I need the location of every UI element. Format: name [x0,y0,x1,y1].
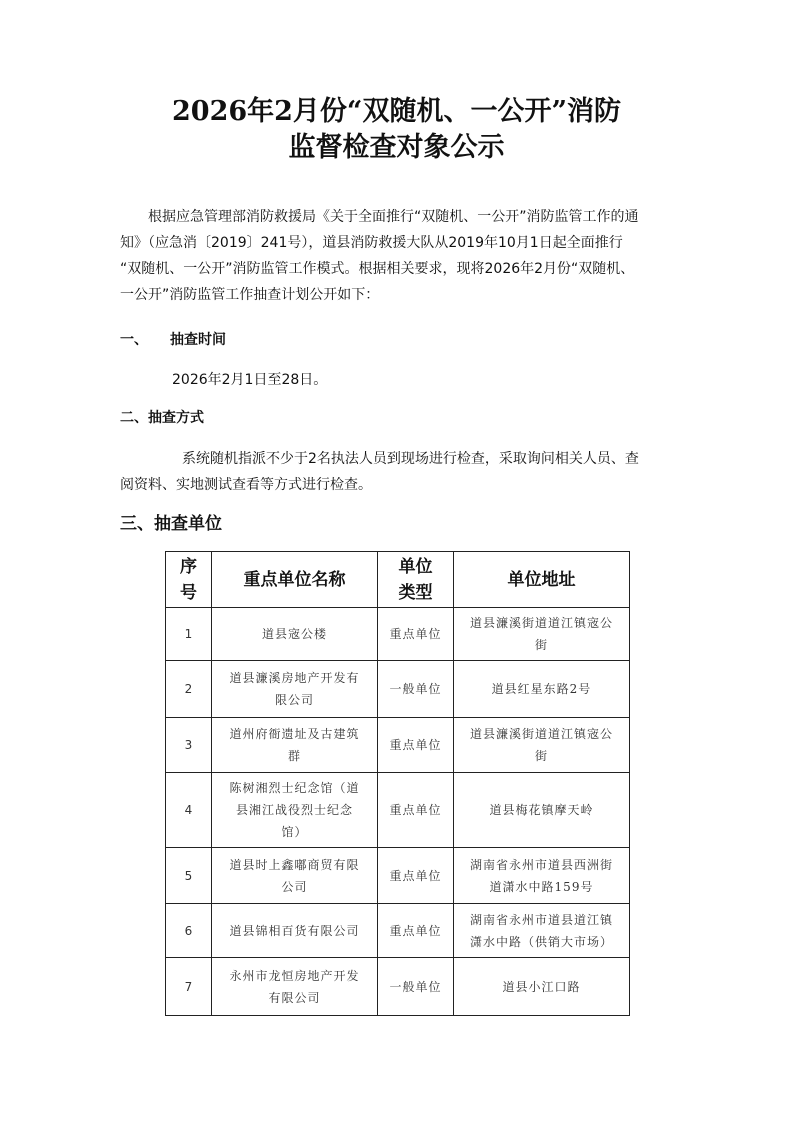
cell-unit-address-line: 街 [534,749,548,763]
cell-unit-address-line: 潇水中路（供销大市场） [469,934,613,949]
inspection-units-table [165,551,630,1016]
cell-serial-no [166,718,212,773]
cell-unit-type-line: 重点单位 [389,923,442,938]
intro-line: 一公开”消防监管工作抽查计划公开如下： [120,287,380,303]
page-title-line2: 监督检查对象公示 [288,132,505,163]
cell-unit-name-line: 县湘江战役烈士纪念 [235,803,353,817]
cell-unit-type [378,773,454,848]
section3-heading: 三、抽查单位 [120,514,222,534]
section2-heading: 二、抽查方式 [120,410,204,426]
cell-serial-no-line: 6 [184,923,193,938]
cell-unit-address [454,958,630,1016]
header-text: 类型 [398,582,433,603]
cell-unit-type-line: 一般单位 [389,979,442,994]
cell-unit-type-line: 重点单位 [389,803,442,817]
table-row [166,661,630,718]
cell-unit-type [378,718,454,773]
cell-unit-name-line: 永州市龙恒房地产开发 [229,968,360,983]
cell-unit-name-line: 公司 [281,879,308,894]
header-unit-name: 重点单位名称 [212,552,378,608]
cell-unit-type-line: 重点单位 [389,627,442,641]
cell-unit-type-line: 重点单位 [389,868,442,883]
cell-serial-no-line: 4 [184,803,193,817]
cell-unit-name [212,904,378,958]
cell-serial-no [166,608,212,661]
cell-unit-name-line: 有限公司 [268,990,321,1005]
table-row [166,958,630,1016]
cell-unit-type [378,661,454,718]
cell-serial-no-line: 1 [184,627,193,641]
section1-number: 一、 [120,332,148,348]
section1-heading: 抽查时间 [170,332,226,348]
cell-unit-address-line: 湖南省永州市道县道江镇 [469,912,613,927]
table-header-row [166,552,630,608]
page-title-line1: 2026年2月份“双随机、一公开”消防 [172,96,621,127]
cell-serial-no-line: 5 [184,868,193,883]
cell-unit-type [378,904,454,958]
cell-serial-no [166,904,212,958]
cell-unit-name-line: 群 [287,749,301,763]
cell-unit-name-line: 道县濂溪房地产开发有 [229,671,360,685]
cell-unit-address [454,904,630,958]
intro-line: “双随机、一公开”消防监管工作模式。根据相关要求，现将2026年2月份“双随机、 [120,261,635,277]
header-serial-no [166,552,212,608]
cell-serial-no-line: 7 [184,979,193,994]
cell-unit-name-line: 道县时上鑫嘟商贸有限 [229,857,360,872]
intro-paragraph [120,204,680,308]
header-unit-type [378,552,454,608]
table-row [166,848,630,904]
cell-unit-name-line: 道州府衙遗址及古建筑 [229,727,360,741]
cell-unit-address-line: 道县小江口路 [502,979,581,994]
cell-unit-name-line: 陈树湘烈士纪念馆（道 [229,781,360,795]
table-body [166,608,630,1016]
cell-serial-no [166,661,212,718]
cell-unit-type-line: 一般单位 [389,682,442,696]
header-text: 序 [180,556,197,577]
cell-unit-type [378,958,454,1016]
inspection-method-paragraph [120,446,680,498]
cell-unit-type [378,848,454,904]
intro-line: 知》（应急消〔2019〕241号），道县消防救援大队从2019年10月1日起全面推行 [120,235,623,251]
table-row [166,904,630,958]
cell-unit-name [212,773,378,848]
cell-unit-name [212,661,378,718]
cell-unit-name-line: 限公司 [274,693,314,707]
cell-unit-name-line: 馆） [281,825,308,839]
cell-unit-address-line: 道潇水中路159号 [489,879,594,894]
cell-serial-no [166,958,212,1016]
cell-unit-name-line: 道县宼公楼 [261,627,327,641]
cell-unit-name [212,718,378,773]
intro-line: 根据应急管理部消防救援局《关于全面推行“双随机、一公开”消防监管工作的通 [148,209,639,225]
inspection-time-text: 2026年2月1日至28日。 [172,372,328,388]
header-text: 单位 [398,556,433,577]
cell-unit-address [454,661,630,718]
cell-unit-address-line: 道县梅花镇摩天岭 [489,803,594,817]
cell-unit-name-line: 道县锦相百货有限公司 [229,923,360,938]
cell-unit-address-line: 道县濂溪街道道江镇宼公 [469,616,613,630]
table-row [166,773,630,848]
cell-serial-no [166,773,212,848]
cell-unit-name [212,848,378,904]
cell-unit-type-line: 重点单位 [389,738,442,752]
cell-serial-no [166,848,212,904]
cell-unit-address-line: 湖南省永州市道县西洲街 [469,857,613,872]
method-line: 系统随机指派不少于2名执法人员到现场进行检查，采取询问相关人员、查 [182,451,639,467]
cell-serial-no-line: 2 [184,682,193,696]
table-row [166,608,630,661]
cell-unit-address-line: 街 [534,638,548,652]
table-row [166,718,630,773]
header-unit-address: 单位地址 [454,552,630,608]
cell-unit-address [454,848,630,904]
method-line: 阅资料、实地测试查看等方式进行检查。 [120,477,372,493]
cell-serial-no-line: 3 [184,738,193,752]
cell-unit-name [212,608,378,661]
cell-unit-type [378,608,454,661]
cell-unit-name [212,958,378,1016]
cell-unit-address [454,608,630,661]
header-text: 号 [180,582,197,603]
cell-unit-address [454,773,630,848]
cell-unit-address [454,718,630,773]
cell-unit-address-line: 道县红星东路2号 [491,682,592,696]
cell-unit-address-line: 道县濂溪街道道江镇宼公 [469,727,613,741]
